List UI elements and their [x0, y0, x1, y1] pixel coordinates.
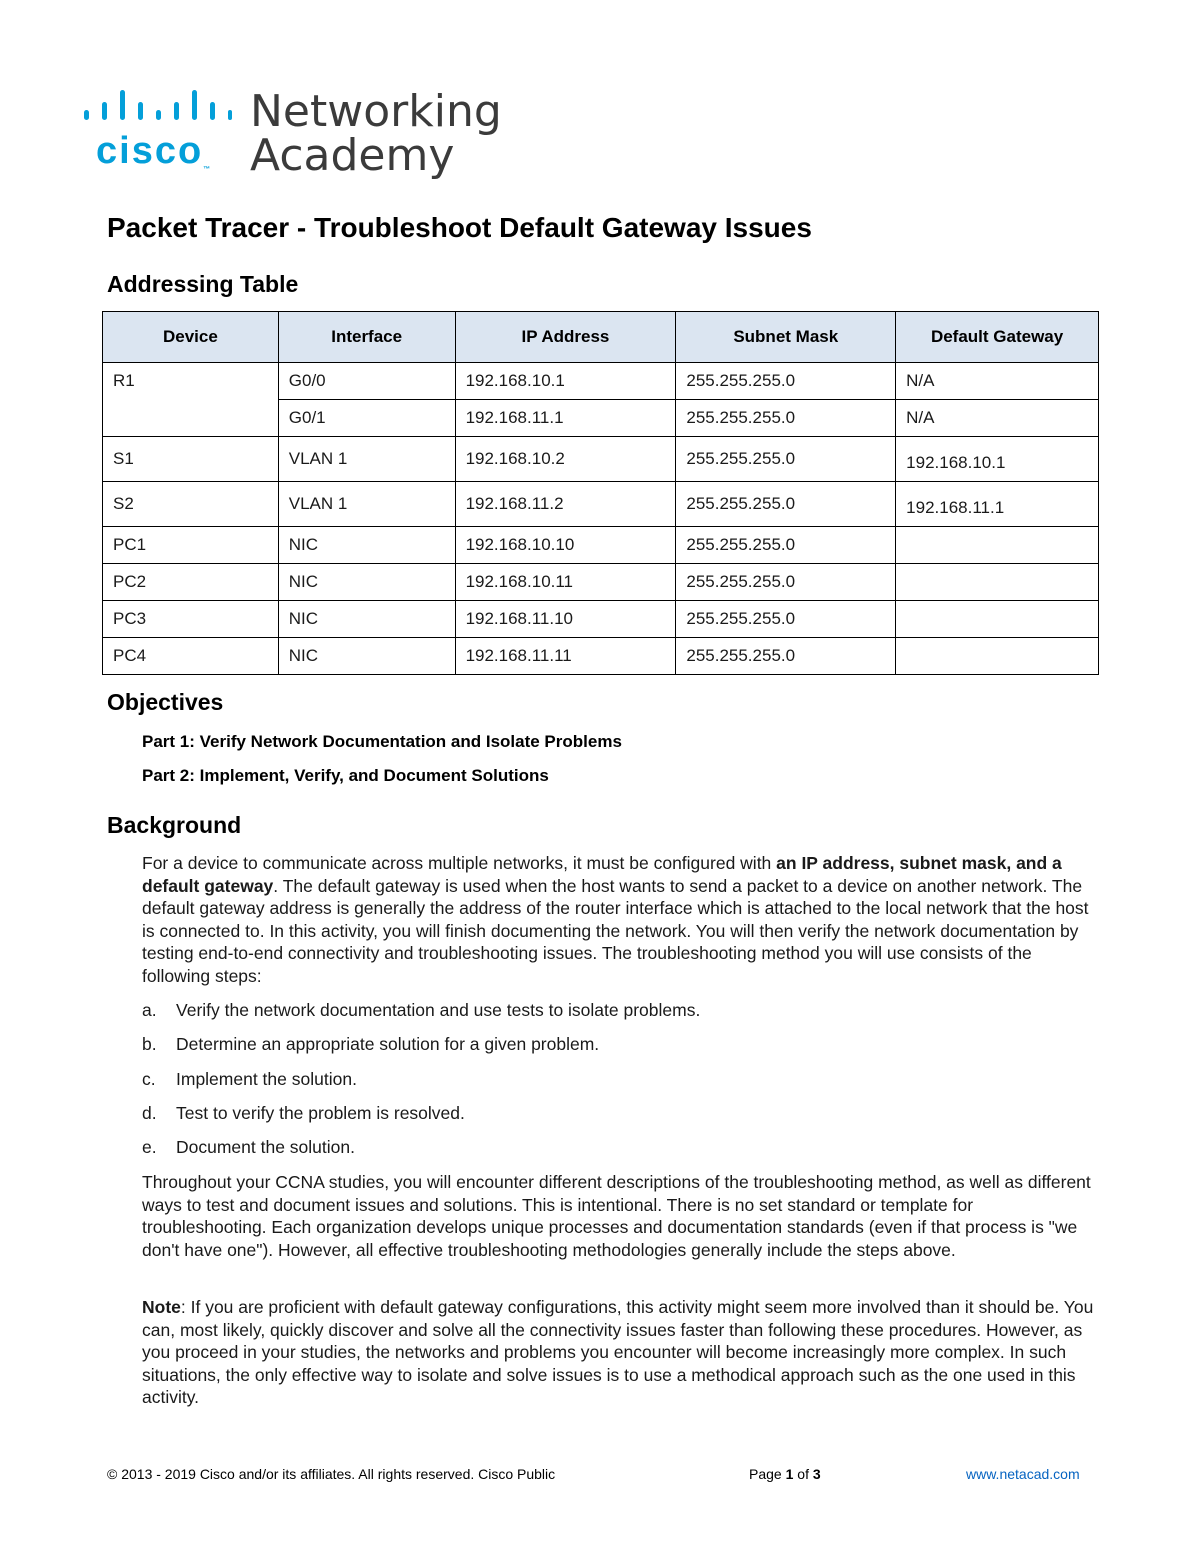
cell-ip: 192.168.11.11 — [455, 638, 676, 675]
table-row — [103, 437, 1099, 482]
objectives-heading: Objectives — [107, 689, 224, 715]
cell-device: R1 — [103, 363, 279, 437]
objective-part-1: Part 1: Verify Network Documentation and Isolate Problems — [142, 732, 622, 751]
list-item: b. Determine an appropriate solution for a given problem. — [142, 1034, 600, 1054]
list-item: e. Document the solution. — [142, 1137, 355, 1157]
cell-mask: 255.255.255.0 — [676, 601, 896, 638]
cell-ip: 192.168.11.1 — [455, 400, 676, 437]
cell-device: PC1 — [103, 527, 279, 564]
logo-academy: Academy — [250, 130, 455, 181]
logo-networking: Networking — [250, 86, 502, 137]
cell-mask: 255.255.255.0 — [676, 564, 896, 601]
cell-interface: G0/1 — [278, 400, 455, 437]
cell-interface: NIC — [278, 564, 455, 601]
cisco-networking-academy-logo — [82, 86, 502, 188]
cell-gateway: N/A — [896, 400, 1099, 437]
addressing-table-heading: Addressing Table — [107, 271, 299, 297]
cell-gateway: 192.168.10.1 — [896, 437, 1099, 482]
cell-interface: VLAN 1 — [278, 437, 455, 482]
addressing-table — [102, 311, 1099, 675]
cell-ip: 192.168.11.2 — [455, 482, 676, 527]
table-row — [103, 527, 1099, 564]
cell-device: PC2 — [103, 564, 279, 601]
cell-ip: 192.168.10.2 — [455, 437, 676, 482]
table-row — [103, 482, 1099, 527]
table-row — [103, 564, 1099, 601]
cell-interface: NIC — [278, 527, 455, 564]
cell-ip: 192.168.10.1 — [455, 363, 676, 400]
cell-ip: 192.168.10.11 — [455, 564, 676, 601]
list-item: d. Test to verify the problem is resolved. — [142, 1103, 465, 1123]
table-row — [103, 601, 1099, 638]
background-paragraph-2: Throughout your CCNA studies, you will encounter different descriptions of the troubleshooting method, as well as different ways to test and document issues and solutions. This is intentional. There is no set standard or template for troubleshooting. Each organization develops unique processes and documentation standards (even if that process is "we don't have one"). However, all effective troubleshooting methodologies generally include the steps above. — [142, 1172, 1091, 1260]
list-item: a. Verify the network documentation and use tests to isolate problems. — [142, 1000, 701, 1020]
header-subnet-mask: Subnet Mask — [676, 312, 896, 363]
cell-mask: 255.255.255.0 — [676, 638, 896, 675]
cell-device: PC3 — [103, 601, 279, 638]
cell-gateway[interactable] — [896, 638, 1099, 675]
note-paragraph: Note: If you are proficient with default gateway configurations, this activity might seem more involved than it should be. You can, most likely, quickly discover and solve all the connectivity issues faster than following these procedures. However, as you proceed in your studies, the networks and problems you encounter will become increasingly more complex. In such situations, the only effective way to isolate and solve issues is to use a methodical approach such as the one used in this activity. — [142, 1297, 1094, 1407]
background-paragraph-1: For a device to communicate across multiple networks, it must be configured with an IP address, subnet mask, and a default gateway. The default gateway is used when the host wants to send a packet to a device on another network. The default gateway address is generally the address of the router interface which is attached to the local network that the host is connected to. In this activity, you will finish documenting the network. You will then verify the network documentation by testing end-to-end connectivity and troubleshooting issues. The troubleshooting method you will use consists of the following steps: — [142, 853, 1089, 986]
cell-gateway: 192.168.11.1 — [896, 482, 1099, 527]
header-interface: Interface — [278, 312, 455, 363]
cisco-wordmark: cisco™ — [96, 130, 211, 173]
header-ip-address: IP Address — [455, 312, 676, 363]
cell-mask: 255.255.255.0 — [676, 482, 896, 527]
cell-mask: 255.255.255.0 — [676, 527, 896, 564]
header-default-gateway: Default Gateway — [896, 312, 1099, 363]
cell-mask: 255.255.255.0 — [676, 400, 896, 437]
cell-ip: 192.168.10.10 — [455, 527, 676, 564]
cell-gateway[interactable] — [896, 601, 1099, 638]
cell-interface: VLAN 1 — [278, 482, 455, 527]
cisco-bars-icon — [82, 88, 232, 128]
page-title: Packet Tracer - Troubleshoot Default Gateway Issues — [107, 212, 812, 243]
objective-part-2: Part 2: Implement, Verify, and Document Solutions — [142, 766, 549, 785]
table-row — [103, 638, 1099, 675]
footer-netacad-link[interactable]: www.netacad.com — [966, 1466, 1080, 1482]
cell-gateway[interactable] — [896, 564, 1099, 601]
cell-gateway: N/A — [896, 363, 1099, 400]
background-heading: Background — [107, 812, 242, 838]
header-device: Device — [103, 312, 279, 363]
cell-gateway[interactable] — [896, 527, 1099, 564]
cell-device: S2 — [103, 482, 279, 527]
cell-interface: NIC — [278, 638, 455, 675]
cell-mask: 255.255.255.0 — [676, 437, 896, 482]
footer-page-number: Page 1 of 3 — [749, 1466, 821, 1482]
cell-device: PC4 — [103, 638, 279, 675]
cell-mask: 255.255.255.0 — [676, 363, 896, 400]
footer-copyright: © 2013 - 2019 Cisco and/or its affiliates. All rights reserved. Cisco Public — [107, 1466, 556, 1482]
list-item: c. Implement the solution. — [142, 1069, 357, 1089]
table-header-row — [103, 312, 1099, 363]
cell-device: S1 — [103, 437, 279, 482]
table-row — [103, 363, 1099, 400]
cell-interface: NIC — [278, 601, 455, 638]
cell-ip: 192.168.11.10 — [455, 601, 676, 638]
cell-interface: G0/0 — [278, 363, 455, 400]
